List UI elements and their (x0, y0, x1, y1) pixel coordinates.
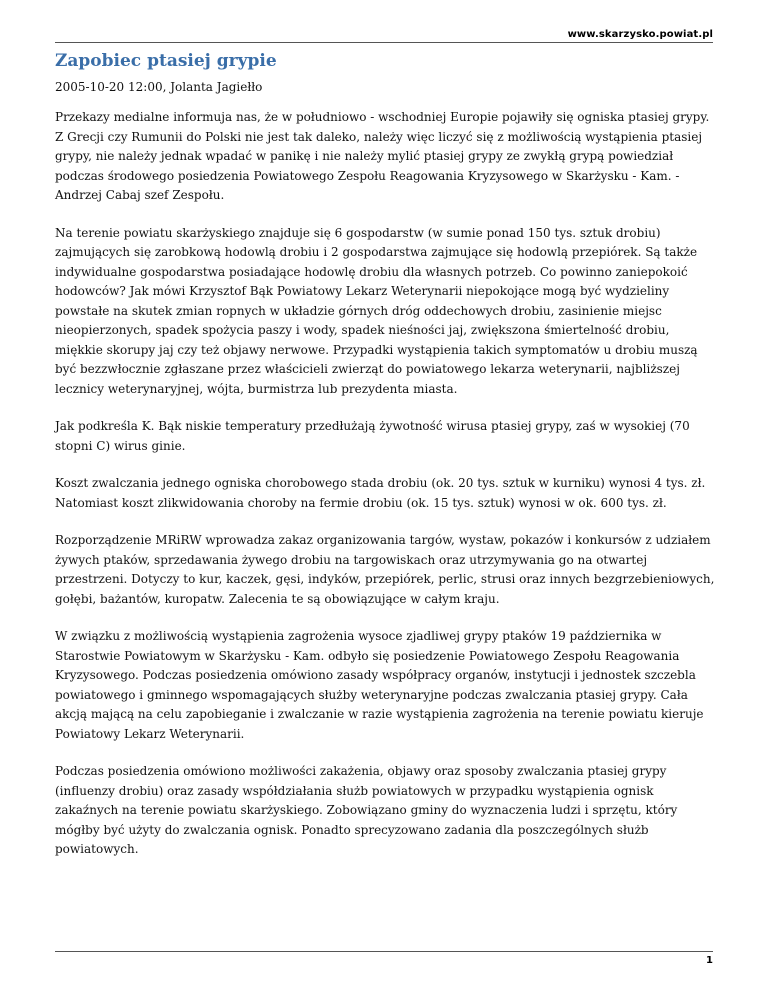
article-paragraph: Koszt zwalczania jednego ogniska chorobowego stada drobiu (ok. 20 tys. sztuk w kurniku) wynosi 4 tys. zł. Natomiast koszt zlikwidowania choroby na fermie drobiu (ok. 15 tys. sztuk) wynosi w ok. 600 tys. zł. (55, 476, 706, 510)
article-title: Zapobiec ptasiej grypie (55, 51, 277, 71)
article-meta: 2005-10-20 12:00, Jolanta Jagiełło (55, 80, 263, 94)
article-body (55, 108, 715, 878)
page-number: 1 (706, 955, 713, 966)
article-paragraph: Przekazy medialne informuja nas, że w południowo - wschodniej Europie pojawiły się ogniska ptasiej grypy. Z Grecji czy Rumunii do Polski nie jest tak daleko, należy więc liczyć się z możliwością wystąpienia ptasiej grypy, nie należy jednak wpadać w panikę i nie należy mylić ptasiej grypy ze zwykłą grypą powiedział podczas środowego posiedzenia Powiatowego Zespołu Reagowania Kryzysowego w Skarżysku - Kam. - Andrzej Cabaj szef Zespołu. (55, 110, 710, 202)
header-divider (55, 42, 713, 43)
article-paragraph: Na terenie powiatu skarżyskiego znajduje się 6 gospodarstw (w sumie ponad 150 tys. sztuk drobiu) zajmujących się zarobkową hodowlą drobiu i 2 gospodarstwa zajmujące się hodowlą przepiórek. Są także indywidualne gospodarstwa posiadające hodowlę drobiu dla własnych potrzeb. Co powinno zaniepokoić hodowców? Jak mówi Krzysztof Bąk Powiatowy Lekarz Weterynarii niepokojące mogą być wydzieliny powstałe na skutek zmian ropnych w układzie górnych dróg oddechowych drobiu, zasinienie miejsc nieopierzonych, spadek spożycia paszy i wody, spadek nieśności jaj, zwiększona śmiertelność drobiu, miękkie skorupy jaj czy też objawy nerwowe. Przypadki wystąpienia takich symptomatów u drobiu muszą być bezzwłocznie zgłaszane przez właścicieli zwierząt do powiatowego lekarza weterynarii, najbliższej lecznicy weterynaryjnej, wójta, burmistrza lub prezydenta miasta. (55, 225, 698, 396)
article-paragraph: Podczas posiedzenia omówiono możliwości zakażenia, objawy oraz sposoby zwalczania ptasiej grypy (influenzy drobiu) oraz zasady współdziałania służb powiatowych w przypadku wystąpienia ognisk zakaźnych na terenie powiatu skarżyskiego. Zobowiązano gminy do wyznaczenia ludzi i sprzętu, który mógłby być użyty do zwalczania ognisk. Ponadto sprecyzowano zadania dla poszczególnych służb powiatowych. (55, 764, 678, 856)
article-paragraph: Rozporządzenie MRiRW wprowadza zakaz organizowania targów, wystaw, pokazów i konkursów z udziałem żywych ptaków, sprzedawania żywego drobiu na targowiskach oraz utrzymywania go na otwartej przestrzeni. Dotyczy to kur, kaczek, gęsi, indyków, przepiórek, perlic, strusi oraz innych bezgrzebieniowych, gołębi, bażantów, kuropatw. Zalecenia te są obowiązujące w całym kraju. (55, 533, 715, 606)
article-paragraph: Jak podkreśla K. Bąk niskie temperatury przedłużają żywotność wirusa ptasiej grypy, zaś w wysokiej (70 stopni C) wirus ginie. (55, 419, 690, 453)
header-site-url[interactable]: www.skarzysko.powiat.pl (567, 29, 713, 40)
footer-divider (55, 951, 713, 952)
article-paragraph: W związku z możliwością wystąpienia zagrożenia wysoce zjadliwej grypy ptaków 19 października w Starostwie Powiatowym w Skarżysku - Kam. odbyło się posiedzenie Powiatowego Zespołu Reagowania Kryzysowego. Podczas posiedzenia omówiono zasady współpracy organów, instytucji i jednostek szczebla powiatowego i gminnego wspomagających służby weterynaryjne podczas zwalczania ptasiej grypy. Cała akcją mającą na celu zapobieganie i zwalczanie w razie wystąpienia zagrożenia na terenie powiatu kieruje Powiatowy Lekarz Weterynarii. (55, 629, 704, 741)
